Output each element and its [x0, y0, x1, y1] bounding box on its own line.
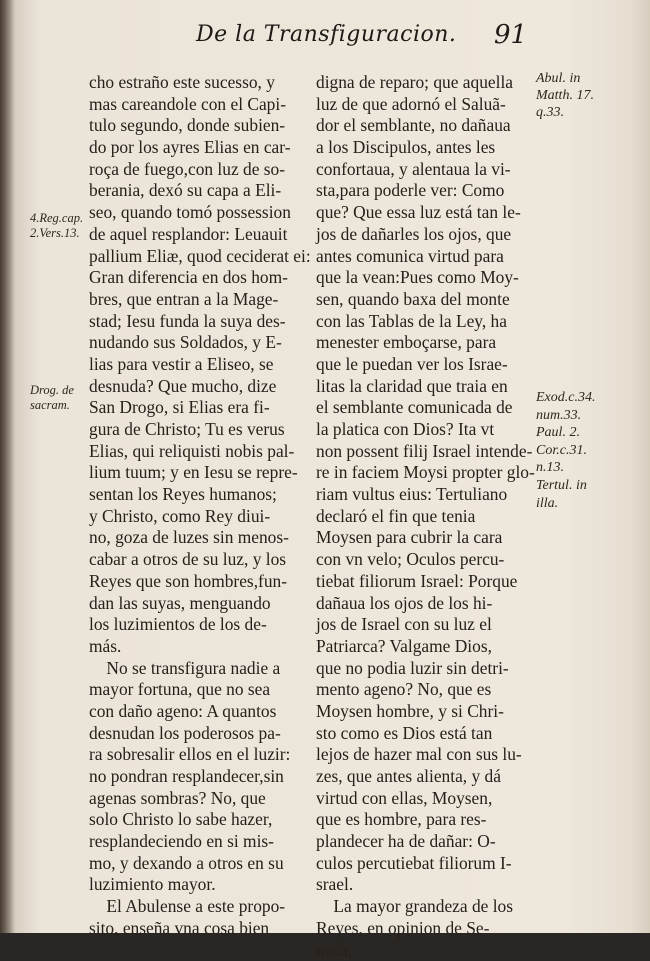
margin-note-line: Matth. 17. — [536, 87, 594, 104]
margin-note-line: Abul. in — [536, 70, 594, 87]
text-line: sen, quando baxa del monte — [316, 289, 531, 311]
text-line: sta,para poderle ver: Como — [316, 180, 531, 202]
margin-note-line: Tertul. in — [536, 477, 595, 495]
text-line: dan las suyas, menguando — [89, 593, 309, 615]
text-line: litas la claridad que traia en — [316, 376, 531, 398]
text-line: Moysen para cubrir la cara — [316, 527, 531, 549]
margin-note-line: Paul. 2. — [536, 424, 595, 442]
text-line: Gran diferencia en dos hom- — [89, 267, 309, 289]
text-line: Elias, qui reliquisti nobis pal- — [89, 441, 309, 463]
text-line: con vn velo; Oculos percu- — [316, 549, 531, 571]
text-line: gura de Christo; Tu es verus — [89, 419, 309, 441]
text-line: ra sobresalir ellos en el luzir: — [89, 744, 309, 766]
text-line: re in faciem Moysi propter glo- — [316, 462, 531, 484]
margin-note-line: Exod.c.34. — [536, 389, 595, 407]
text-line: mas careandole con el Capi- — [89, 94, 309, 116]
text-line: sto como es Dios está tan — [316, 723, 531, 745]
text-line: bres, que entran a la Mage- — [89, 289, 309, 311]
margin-note-line: num.33. — [536, 407, 595, 425]
margin-note-line: sacram. — [30, 398, 74, 413]
text-line: dor el semblante, no dañaua — [316, 115, 531, 137]
text-line: luz de que adornó el Saluã- — [316, 94, 531, 116]
text-line: dañaua los ojos de los hi- — [316, 593, 531, 615]
text-line: digna de reparo; que aquella — [316, 72, 531, 94]
page-number: 91 — [494, 20, 527, 50]
text-line: que? Que essa luz está tan le- — [316, 202, 531, 224]
running-header: De la Transfiguracion. — [196, 22, 426, 47]
text-line: srael. — [316, 874, 531, 896]
text-line: desnudan los poderosos pa- — [89, 723, 309, 745]
text-line: que le puedan ver los Israe- — [316, 354, 531, 376]
text-line: solo Christo lo sabe hazer, — [89, 809, 309, 831]
margin-note-line: illa. — [536, 495, 595, 513]
text-line: neca, — [316, 940, 531, 961]
margin-note-drogo — [30, 383, 74, 413]
text-line: resplandeciendo en si mis- — [89, 831, 309, 853]
text-line: lium tuum; y en Iesu se repre- — [89, 462, 309, 484]
text-line: culos percutiebat filiorum I- — [316, 853, 531, 875]
margin-note-line: Cor.c.31. — [536, 442, 595, 460]
text-line: Moysen hombre, y si Chri- — [316, 701, 531, 723]
text-line: menester emboçarse, para — [316, 332, 531, 354]
text-line: declaró el fin que tenia — [316, 506, 531, 528]
text-line: la platica con Dios? Ita vt — [316, 419, 531, 441]
text-line: tiebat filiorum Israel: Porque — [316, 571, 531, 593]
text-line: y Christo, como Rey diui- — [89, 506, 309, 528]
text-line: Patriarca? Valgame Dios, — [316, 636, 531, 658]
text-line: lejos de hazer mal con sus lu- — [316, 744, 531, 766]
margin-note-line: q.33. — [536, 104, 594, 121]
text-line: stad; Iesu funda la suya des- — [89, 311, 309, 333]
text-line: confortaua, y alentaua la vi- — [316, 159, 531, 181]
text-line: sentan los Reyes humanos; — [89, 484, 309, 506]
text-line: cho estraño este sucesso, y — [89, 72, 309, 94]
text-line: agenas sombras? No, que — [89, 788, 309, 810]
text-line: do por los ayres Elias en car- — [89, 137, 309, 159]
text-line: que es hombre, para res- — [316, 809, 531, 831]
text-line: jos de dañarles los ojos, que — [316, 224, 531, 246]
text-line: que la vean:Pues como Moy- — [316, 267, 531, 289]
margin-note-abulense — [536, 70, 594, 121]
text-line: mayor fortuna, que no sea — [89, 679, 309, 701]
margin-note-line: 2.Vers.13. — [30, 226, 83, 241]
margin-note-exodo — [536, 389, 595, 512]
text-line: con las Tablas de la Ley, ha — [316, 311, 531, 333]
text-line: San Drogo, si Elias era fi- — [89, 397, 309, 419]
text-line: sito, enseña vna cosa bien — [89, 918, 309, 940]
text-line: non possent filij Israel intende- — [316, 441, 531, 463]
margin-note-line: Drog. de — [30, 383, 74, 398]
text-line: mo, y dexando a otros en su — [89, 853, 309, 875]
text-line: Reyes, en opinion de Se- — [316, 918, 531, 940]
text-line: mento ageno? No, que es — [316, 679, 531, 701]
text-line: roça de fuego,con luz de so- — [89, 159, 309, 181]
text-line: antes comunica virtud para — [316, 246, 531, 268]
text-line: El Abulense a este propo- — [89, 896, 309, 918]
text-line: pallium Eliæ, quod ceciderat ei: — [89, 246, 309, 268]
text-line: que no podia luzir sin detri- — [316, 658, 531, 680]
text-line: seo, quando tomó possession — [89, 202, 309, 224]
text-line: luzimiento mayor. — [89, 874, 309, 896]
text-line: el semblante comunicada de — [316, 397, 531, 419]
text-line: no pondran resplandecer,sin — [89, 766, 309, 788]
text-line: no, goza de luzes sin menos- — [89, 527, 309, 549]
margin-note-line: n.13. — [536, 459, 595, 477]
text-line: berania, dexó su capa a Eli- — [89, 180, 309, 202]
text-line: virtud con ellas, Moysen, — [316, 788, 531, 810]
text-line: con daño ageno: A quantos — [89, 701, 309, 723]
text-line: No se transfigura nadie a — [89, 658, 309, 680]
text-line: lias para vestir a Eliseo, se — [89, 354, 309, 376]
text-line: cabar a otros de su luz, y los — [89, 549, 309, 571]
text-line: riam vultus eius: Tertuliano — [316, 484, 531, 506]
text-line: nudando sus Soldados, y E- — [89, 332, 309, 354]
binding-shadow — [0, 0, 14, 933]
margin-note-reg — [30, 211, 83, 241]
text-line: Reyes que son hombres,fun- — [89, 571, 309, 593]
text-line: de aquel resplandor: Leuauit — [89, 224, 309, 246]
text-line: zes, que antes alienta, y dá — [316, 766, 531, 788]
text-line: más. — [89, 636, 309, 658]
text-line: los luzimientos de los de- — [89, 614, 309, 636]
margin-note-line: 4.Reg.cap. — [30, 211, 83, 226]
text-column-right — [316, 72, 531, 961]
text-line: desnuda? Que mucho, dize — [89, 376, 309, 398]
text-line: plandecer ha de dañar: O- — [316, 831, 531, 853]
text-line: a los Discipulos, antes les — [316, 137, 531, 159]
text-column-left — [89, 72, 309, 940]
text-line: La mayor grandeza de los — [316, 896, 531, 918]
text-line: jos de Israel con su luz el — [316, 614, 531, 636]
text-line: tulo segundo, donde subien- — [89, 115, 309, 137]
bleed-through-text — [28, 430, 35, 462]
